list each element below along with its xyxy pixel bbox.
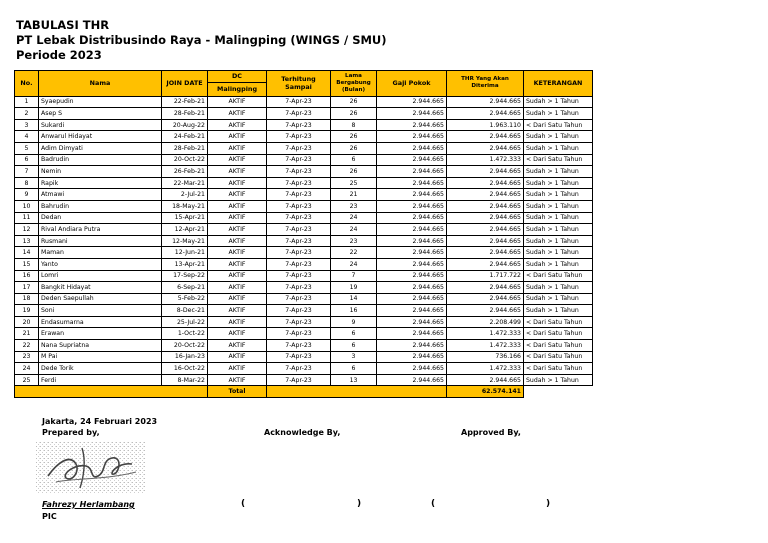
cell-thr: 1.717.722 — [447, 270, 524, 282]
signer-name: Fahrezy Herlambang — [42, 500, 135, 509]
cell-keterangan: < Dari Satu Tahun — [524, 119, 593, 131]
cell-no: 13 — [15, 235, 39, 247]
cell-keterangan: Sudah > 1 Tahun — [524, 235, 593, 247]
col-header-keterangan: KETERANGAN — [524, 71, 593, 97]
cell-thr: 2.944.665 — [447, 235, 524, 247]
cell-dc-status: AKTIF — [208, 351, 267, 363]
cell-lama: 24 — [331, 224, 377, 236]
signature-image — [36, 442, 146, 494]
cell-keterangan: Sudah > 1 Tahun — [524, 293, 593, 305]
cell-nama: Nana Supriatna — [39, 340, 162, 352]
cell-thr: 2.944.665 — [447, 131, 524, 143]
total-empty — [524, 386, 593, 398]
table-row — [15, 316, 593, 328]
cell-no: 23 — [15, 351, 39, 363]
cell-dc-status: AKTIF — [208, 247, 267, 259]
cell-terhitung: 7-Apr-23 — [267, 119, 331, 131]
cell-thr: 2.944.665 — [447, 224, 524, 236]
cell-keterangan: < Dari Satu Tahun — [524, 270, 593, 282]
cell-keterangan: Sudah > 1 Tahun — [524, 212, 593, 224]
cell-keterangan: Sudah > 1 Tahun — [524, 166, 593, 178]
cell-keterangan: Sudah > 1 Tahun — [524, 305, 593, 317]
cell-thr: 2.944.665 — [447, 305, 524, 317]
total-spacer-2 — [267, 386, 447, 398]
table-row — [15, 212, 593, 224]
cell-lama: 25 — [331, 177, 377, 189]
cell-gaji: 2.944.665 — [377, 119, 447, 131]
cell-dc-status: AKTIF — [208, 258, 267, 270]
cell-terhitung: 7-Apr-23 — [267, 282, 331, 294]
table-row — [15, 154, 593, 166]
cell-terhitung: 7-Apr-23 — [267, 258, 331, 270]
cell-gaji: 2.944.665 — [377, 282, 447, 294]
table-row — [15, 374, 593, 386]
cell-nama: Adim Dimyati — [39, 142, 162, 154]
table-row — [15, 328, 593, 340]
place-date: Jakarta, 24 Februari 2023 — [42, 417, 158, 426]
total-row — [15, 386, 593, 398]
cell-dc-status: AKTIF — [208, 235, 267, 247]
cell-thr: 1.472.333 — [447, 363, 524, 375]
cell-no: 3 — [15, 119, 39, 131]
cell-terhitung: 7-Apr-23 — [267, 328, 331, 340]
cell-nama: Bangkit Hidayat — [39, 282, 162, 294]
cell-nama: Ferdi — [39, 374, 162, 386]
cell-terhitung: 7-Apr-23 — [267, 340, 331, 352]
cell-terhitung: 7-Apr-23 — [267, 177, 331, 189]
cell-keterangan: Sudah > 1 Tahun — [524, 177, 593, 189]
cell-no: 9 — [15, 189, 39, 201]
cell-keterangan: < Dari Satu Tahun — [524, 154, 593, 166]
cell-dc-status: AKTIF — [208, 142, 267, 154]
cell-thr: 2.944.665 — [447, 96, 524, 108]
cell-dc-status: AKTIF — [208, 154, 267, 166]
cell-gaji: 2.944.665 — [377, 131, 447, 143]
cell-nama: M Pai — [39, 351, 162, 363]
cell-join-date: 8-Mar-22 — [162, 374, 208, 386]
cell-gaji: 2.944.665 — [377, 351, 447, 363]
col-header-terhitung: Terhitung Sampai — [267, 71, 331, 97]
cell-gaji: 2.944.665 — [377, 212, 447, 224]
cell-keterangan: Sudah > 1 Tahun — [524, 200, 593, 212]
table-row — [15, 142, 593, 154]
cell-terhitung: 7-Apr-23 — [267, 131, 331, 143]
cell-nama: Dedan — [39, 212, 162, 224]
cell-nama: Erawan — [39, 328, 162, 340]
table-row — [15, 270, 593, 282]
table-row — [15, 293, 593, 305]
table-row — [15, 235, 593, 247]
cell-terhitung: 7-Apr-23 — [267, 305, 331, 317]
cell-nama: Bahrudin — [39, 200, 162, 212]
table-row — [15, 258, 593, 270]
cell-thr: 1.472.333 — [447, 328, 524, 340]
cell-join-date: 25-Jul-22 — [162, 316, 208, 328]
cell-nama: Atmawi — [39, 189, 162, 201]
cell-nama: Deden Saepullah — [39, 293, 162, 305]
cell-join-date: 13-Apr-21 — [162, 258, 208, 270]
cell-dc-status: AKTIF — [208, 200, 267, 212]
cell-lama: 8 — [331, 119, 377, 131]
cell-gaji: 2.944.665 — [377, 177, 447, 189]
cell-join-date: 16-Jan-23 — [162, 351, 208, 363]
cell-gaji: 2.944.665 — [377, 200, 447, 212]
cell-terhitung: 7-Apr-23 — [267, 316, 331, 328]
cell-dc-status: AKTIF — [208, 96, 267, 108]
cell-join-date: 24-Feb-21 — [162, 131, 208, 143]
total-value: 62.574.141 — [447, 386, 524, 398]
table-row — [15, 96, 593, 108]
cell-keterangan: Sudah > 1 Tahun — [524, 258, 593, 270]
cell-gaji: 2.944.665 — [377, 247, 447, 259]
cell-no: 11 — [15, 212, 39, 224]
cell-lama: 23 — [331, 200, 377, 212]
cell-join-date: 5-Feb-22 — [162, 293, 208, 305]
cell-join-date: 20-Oct-22 — [162, 154, 208, 166]
cell-join-date: 16-Oct-22 — [162, 363, 208, 375]
signer-title: PIC — [42, 512, 57, 521]
ack-signature-open: ( — [241, 499, 246, 509]
cell-lama: 19 — [331, 282, 377, 294]
cell-gaji: 2.944.665 — [377, 96, 447, 108]
table-row — [15, 119, 593, 131]
cell-nama: Rusmani — [39, 235, 162, 247]
appr-signature-open: ( — [431, 499, 436, 509]
cell-join-date: 28-Feb-21 — [162, 142, 208, 154]
cell-nama: Asep S — [39, 108, 162, 120]
cell-gaji: 2.944.665 — [377, 235, 447, 247]
cell-gaji: 2.944.665 — [377, 328, 447, 340]
acknowledge-by-label: Acknowledge By, — [264, 428, 341, 437]
cell-nama: Dede Torik — [39, 363, 162, 375]
cell-dc-status: AKTIF — [208, 293, 267, 305]
table-row — [15, 224, 593, 236]
cell-keterangan: < Dari Satu Tahun — [524, 363, 593, 375]
cell-thr: 2.944.665 — [447, 200, 524, 212]
cell-nama: Sukardi — [39, 119, 162, 131]
cell-gaji: 2.944.665 — [377, 316, 447, 328]
cell-nama: Lomri — [39, 270, 162, 282]
cell-gaji: 2.944.665 — [377, 305, 447, 317]
table-row — [15, 131, 593, 143]
cell-gaji: 2.944.665 — [377, 224, 447, 236]
cell-lama: 26 — [331, 108, 377, 120]
cell-terhitung: 7-Apr-23 — [267, 293, 331, 305]
cell-join-date: 18-May-21 — [162, 200, 208, 212]
cell-no: 25 — [15, 374, 39, 386]
cell-lama: 26 — [331, 142, 377, 154]
table-row — [15, 166, 593, 178]
cell-lama: 6 — [331, 154, 377, 166]
cell-gaji: 2.944.665 — [377, 293, 447, 305]
total-label: Total — [208, 386, 267, 398]
cell-no: 4 — [15, 131, 39, 143]
table-row — [15, 363, 593, 375]
cell-terhitung: 7-Apr-23 — [267, 374, 331, 386]
cell-join-date: 6-Sep-21 — [162, 282, 208, 294]
cell-lama: 23 — [331, 235, 377, 247]
cell-terhitung: 7-Apr-23 — [267, 270, 331, 282]
cell-lama: 24 — [331, 258, 377, 270]
cell-lama: 7 — [331, 270, 377, 282]
total-spacer — [15, 386, 208, 398]
cell-keterangan: Sudah > 1 Tahun — [524, 247, 593, 259]
cell-gaji: 2.944.665 — [377, 374, 447, 386]
cell-terhitung: 7-Apr-23 — [267, 247, 331, 259]
cell-nama: Soni — [39, 305, 162, 317]
cell-join-date: 12-May-21 — [162, 235, 208, 247]
approved-by-label: Approved By, — [461, 428, 521, 437]
cell-dc-status: AKTIF — [208, 340, 267, 352]
cell-keterangan: Sudah > 1 Tahun — [524, 131, 593, 143]
cell-join-date: 1-Oct-22 — [162, 328, 208, 340]
cell-dc-status: AKTIF — [208, 131, 267, 143]
cell-join-date: 28-Feb-21 — [162, 108, 208, 120]
cell-no: 12 — [15, 224, 39, 236]
cell-nama: Syaepudin — [39, 96, 162, 108]
cell-join-date: 12-Jun-21 — [162, 247, 208, 259]
cell-keterangan: Sudah > 1 Tahun — [524, 282, 593, 294]
cell-gaji: 2.944.665 — [377, 340, 447, 352]
cell-keterangan: < Dari Satu Tahun — [524, 316, 593, 328]
cell-keterangan: Sudah > 1 Tahun — [524, 142, 593, 154]
cell-dc-status: AKTIF — [208, 212, 267, 224]
cell-no: 17 — [15, 282, 39, 294]
cell-lama: 9 — [331, 316, 377, 328]
thr-table — [14, 70, 593, 398]
cell-thr: 2.944.665 — [447, 142, 524, 154]
col-header-dc: DC — [208, 71, 267, 83]
cell-dc-status: AKTIF — [208, 282, 267, 294]
cell-lama: 16 — [331, 305, 377, 317]
cell-thr: 2.944.665 — [447, 189, 524, 201]
cell-terhitung: 7-Apr-23 — [267, 166, 331, 178]
cell-lama: 6 — [331, 363, 377, 375]
col-header-thr: THR Yang Akan Diterima — [447, 71, 524, 97]
cell-gaji: 2.944.665 — [377, 154, 447, 166]
cell-nama: Anwarul Hidayat — [39, 131, 162, 143]
cell-terhitung: 7-Apr-23 — [267, 224, 331, 236]
cell-no: 1 — [15, 96, 39, 108]
table-row — [15, 282, 593, 294]
cell-keterangan: Sudah > 1 Tahun — [524, 374, 593, 386]
cell-dc-status: AKTIF — [208, 316, 267, 328]
cell-thr: 1.472.333 — [447, 340, 524, 352]
cell-no: 16 — [15, 270, 39, 282]
cell-no: 2 — [15, 108, 39, 120]
period-label: Periode 2023 — [16, 48, 102, 62]
cell-lama: 3 — [331, 351, 377, 363]
cell-gaji: 2.944.665 — [377, 363, 447, 375]
cell-dc-status: AKTIF — [208, 177, 267, 189]
table-row — [15, 305, 593, 317]
cell-thr: 2.944.665 — [447, 166, 524, 178]
cell-no: 10 — [15, 200, 39, 212]
cell-thr: 2.208.499 — [447, 316, 524, 328]
cell-gaji: 2.944.665 — [377, 142, 447, 154]
cell-join-date: 22-Feb-21 — [162, 96, 208, 108]
cell-terhitung: 7-Apr-23 — [267, 212, 331, 224]
cell-nama: Endasumarna — [39, 316, 162, 328]
cell-keterangan: < Dari Satu Tahun — [524, 328, 593, 340]
col-header-dc-malingping: Malingping — [208, 82, 267, 96]
col-header-gaji: Gaji Pokok — [377, 71, 447, 97]
cell-thr: 2.944.665 — [447, 258, 524, 270]
cell-terhitung: 7-Apr-23 — [267, 363, 331, 375]
cell-lama: 13 — [331, 374, 377, 386]
cell-join-date: 26-Feb-21 — [162, 166, 208, 178]
cell-lama: 26 — [331, 166, 377, 178]
col-header-join-date: JOIN DATE — [162, 71, 208, 97]
table-row — [15, 351, 593, 363]
cell-nama: Maman — [39, 247, 162, 259]
cell-nama: Yanto — [39, 258, 162, 270]
cell-dc-status: AKTIF — [208, 305, 267, 317]
cell-keterangan: Sudah > 1 Tahun — [524, 96, 593, 108]
table-row — [15, 189, 593, 201]
cell-lama: 22 — [331, 247, 377, 259]
cell-thr: 1.963.110 — [447, 119, 524, 131]
cell-lama: 24 — [331, 212, 377, 224]
cell-dc-status: AKTIF — [208, 328, 267, 340]
cell-thr: 736.166 — [447, 351, 524, 363]
cell-dc-status: AKTIF — [208, 119, 267, 131]
cell-gaji: 2.944.665 — [377, 189, 447, 201]
cell-no: 14 — [15, 247, 39, 259]
table-row — [15, 200, 593, 212]
col-header-lama: Lama Bergabung (Bulan) — [331, 71, 377, 97]
cell-no: 6 — [15, 154, 39, 166]
table-row — [15, 177, 593, 189]
cell-join-date: 20-Oct-22 — [162, 340, 208, 352]
cell-dc-status: AKTIF — [208, 108, 267, 120]
cell-join-date: 8-Dec-21 — [162, 305, 208, 317]
cell-no: 7 — [15, 166, 39, 178]
cell-terhitung: 7-Apr-23 — [267, 154, 331, 166]
cell-lama: 6 — [331, 340, 377, 352]
cell-terhitung: 7-Apr-23 — [267, 108, 331, 120]
cell-keterangan: Sudah > 1 Tahun — [524, 108, 593, 120]
cell-terhitung: 7-Apr-23 — [267, 96, 331, 108]
cell-gaji: 2.944.665 — [377, 108, 447, 120]
cell-thr: 2.944.665 — [447, 247, 524, 259]
cell-dc-status: AKTIF — [208, 363, 267, 375]
cell-terhitung: 7-Apr-23 — [267, 189, 331, 201]
document-title: TABULASI THR — [16, 18, 110, 32]
cell-join-date: 12-Apr-21 — [162, 224, 208, 236]
prepared-by-label: Prepared by, — [42, 428, 100, 437]
cell-thr: 2.944.665 — [447, 108, 524, 120]
cell-thr: 2.944.665 — [447, 212, 524, 224]
cell-dc-status: AKTIF — [208, 270, 267, 282]
cell-thr: 2.944.665 — [447, 282, 524, 294]
cell-thr: 1.472.333 — [447, 154, 524, 166]
col-header-no: No. — [15, 71, 39, 97]
cell-join-date: 17-Sep-22 — [162, 270, 208, 282]
cell-join-date: 15-Apr-21 — [162, 212, 208, 224]
cell-dc-status: AKTIF — [208, 189, 267, 201]
cell-join-date: 20-Aug-22 — [162, 119, 208, 131]
cell-dc-status: AKTIF — [208, 166, 267, 178]
cell-nama: Rival Andiara Putra — [39, 224, 162, 236]
cell-terhitung: 7-Apr-23 — [267, 351, 331, 363]
cell-no: 19 — [15, 305, 39, 317]
company-name: PT Lebak Distribusindo Raya - Malingping (WINGS / SMU) — [16, 33, 387, 47]
cell-lama: 26 — [331, 131, 377, 143]
cell-terhitung: 7-Apr-23 — [267, 200, 331, 212]
cell-thr: 2.944.665 — [447, 177, 524, 189]
cell-gaji: 2.944.665 — [377, 270, 447, 282]
cell-no: 24 — [15, 363, 39, 375]
cell-lama: 26 — [331, 96, 377, 108]
cell-dc-status: AKTIF — [208, 374, 267, 386]
cell-terhitung: 7-Apr-23 — [267, 142, 331, 154]
cell-no: 21 — [15, 328, 39, 340]
table-row — [15, 108, 593, 120]
cell-keterangan: < Dari Satu Tahun — [524, 351, 593, 363]
cell-no: 8 — [15, 177, 39, 189]
cell-no: 15 — [15, 258, 39, 270]
cell-nama: Rapik — [39, 177, 162, 189]
cell-lama: 14 — [331, 293, 377, 305]
cell-no: 18 — [15, 293, 39, 305]
cell-lama: 21 — [331, 189, 377, 201]
cell-no: 5 — [15, 142, 39, 154]
cell-dc-status: AKTIF — [208, 224, 267, 236]
cell-gaji: 2.944.665 — [377, 166, 447, 178]
table-row — [15, 247, 593, 259]
cell-keterangan: Sudah > 1 Tahun — [524, 224, 593, 236]
cell-keterangan: Sudah > 1 Tahun — [524, 189, 593, 201]
cell-keterangan: < Dari Satu Tahun — [524, 340, 593, 352]
cell-gaji: 2.944.665 — [377, 258, 447, 270]
cell-nama: Badrudin — [39, 154, 162, 166]
col-header-nama: Nama — [39, 71, 162, 97]
cell-thr: 2.944.665 — [447, 374, 524, 386]
appr-signature-close: ) — [546, 499, 551, 509]
cell-nama: Nemin — [39, 166, 162, 178]
table-row — [15, 340, 593, 352]
cell-no: 20 — [15, 316, 39, 328]
cell-thr: 2.944.665 — [447, 293, 524, 305]
ack-signature-close: ) — [357, 499, 362, 509]
cell-join-date: 22-Mar-21 — [162, 177, 208, 189]
cell-no: 22 — [15, 340, 39, 352]
cell-join-date: 2-Jul-21 — [162, 189, 208, 201]
cell-lama: 6 — [331, 328, 377, 340]
cell-terhitung: 7-Apr-23 — [267, 235, 331, 247]
